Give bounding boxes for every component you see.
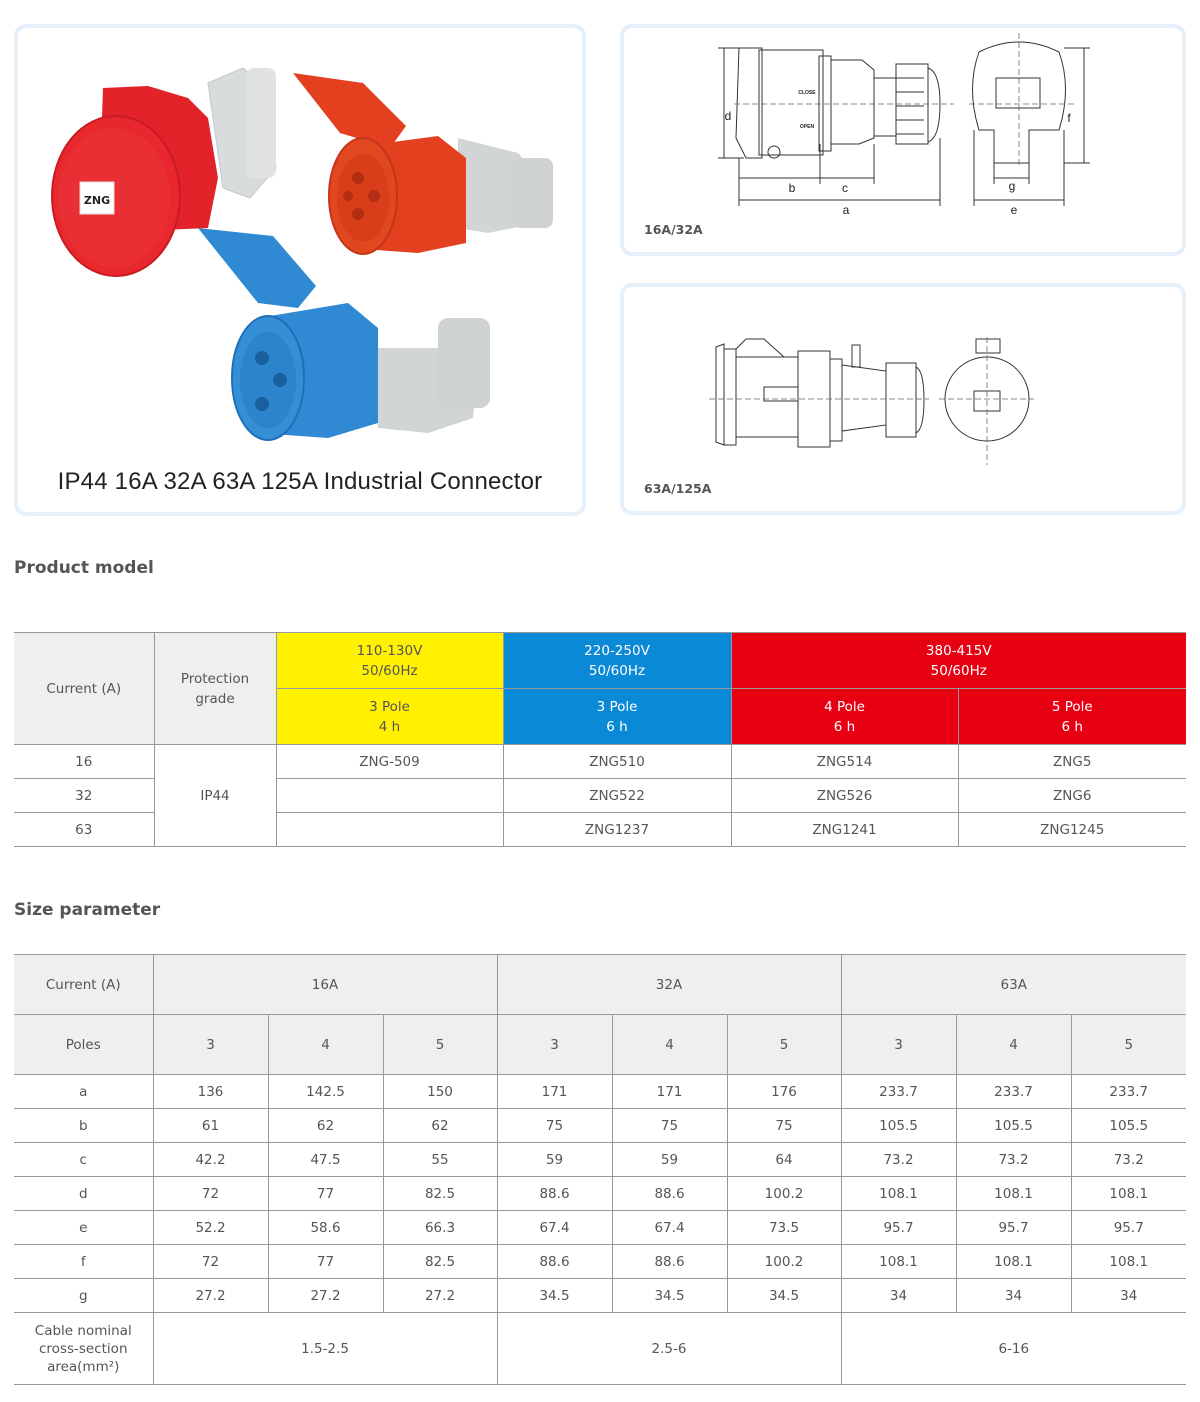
size-value-cell: 75 bbox=[727, 1109, 841, 1143]
product-model-table bbox=[14, 632, 1186, 847]
cable-value-cell: 2.5-6 bbox=[497, 1313, 841, 1385]
size-value-cell: 73.2 bbox=[956, 1143, 1071, 1177]
size-parameter-table bbox=[14, 954, 1186, 1385]
pole-380-5-count: 5 Pole bbox=[1051, 698, 1093, 715]
size-value-cell: 176 bbox=[727, 1075, 841, 1109]
size-value-cell: 75 bbox=[497, 1109, 612, 1143]
size-value-cell: 62 bbox=[268, 1109, 383, 1143]
size-value-cell: 34.5 bbox=[497, 1279, 612, 1313]
cable-label-line: Cable nominal bbox=[34, 1322, 132, 1339]
table-row bbox=[14, 1143, 1186, 1177]
header-current: Current (A) bbox=[14, 955, 153, 1015]
size-value-cell: 136 bbox=[153, 1075, 268, 1109]
row-label: g bbox=[14, 1279, 153, 1313]
pole-220-count: 3 Pole bbox=[596, 698, 638, 715]
size-value-cell: 62 bbox=[383, 1109, 497, 1143]
header-protection-grade bbox=[154, 633, 276, 745]
cell-model: ZNG6 bbox=[958, 779, 1186, 813]
size-value-cell: 171 bbox=[497, 1075, 612, 1109]
drawing-label-16a-32a: 16A/32A bbox=[644, 222, 703, 237]
size-value-cell: 73.2 bbox=[841, 1143, 956, 1177]
cell-model bbox=[276, 813, 503, 847]
pole-380-4-count: 4 Pole bbox=[824, 698, 865, 715]
voltage-110-range: 110-130V bbox=[356, 642, 423, 659]
size-value-cell: 72 bbox=[153, 1245, 268, 1279]
row-label: a bbox=[14, 1075, 153, 1109]
size-value-cell: 75 bbox=[612, 1109, 727, 1143]
cell-model: ZNG526 bbox=[731, 779, 958, 813]
cable-label bbox=[14, 1313, 153, 1385]
size-value-cell: 108.1 bbox=[1071, 1177, 1186, 1211]
red-connector-image bbox=[293, 73, 553, 254]
size-value-cell: 34 bbox=[956, 1279, 1071, 1313]
table-row bbox=[14, 1245, 1186, 1279]
header-poles: Poles bbox=[14, 1015, 153, 1075]
size-value-cell: 105.5 bbox=[841, 1109, 956, 1143]
cell-model bbox=[276, 779, 503, 813]
size-header-poles-row bbox=[14, 1015, 1186, 1075]
cell-model: ZNG522 bbox=[503, 779, 731, 813]
dim-label-b: b bbox=[788, 181, 796, 195]
size-value-cell: 100.2 bbox=[727, 1245, 841, 1279]
zng-logo: ZNG bbox=[83, 194, 111, 207]
product-caption: IP44 16A 32A 63A 125A Industrial Connector bbox=[57, 468, 543, 495]
drawing-label-63a-125a: 63A/125A bbox=[644, 481, 712, 496]
size-value-cell: 95.7 bbox=[956, 1211, 1071, 1245]
voltage-220-freq: 50/60Hz bbox=[588, 662, 646, 679]
size-value-cell: 100.2 bbox=[727, 1177, 841, 1211]
product-photo-card bbox=[14, 24, 586, 516]
size-value-cell: 233.7 bbox=[841, 1075, 956, 1109]
size-value-cell: 47.5 bbox=[268, 1143, 383, 1177]
table-row bbox=[14, 1279, 1186, 1313]
technical-drawing-side-front bbox=[624, 28, 1182, 252]
size-value-cell: 61 bbox=[153, 1109, 268, 1143]
cable-label-line: area(mm²) bbox=[47, 1358, 120, 1375]
dimension-drawing-63a-125a bbox=[620, 283, 1186, 515]
header-pole-count: 4 bbox=[612, 1015, 727, 1075]
size-value-cell: 88.6 bbox=[497, 1177, 612, 1211]
cell-model: ZNG510 bbox=[503, 745, 731, 779]
header-pole-count: 4 bbox=[956, 1015, 1071, 1075]
cell-protection: IP44 bbox=[154, 745, 276, 847]
voltage-220-range: 220-250V bbox=[584, 642, 650, 659]
size-value-cell: 34.5 bbox=[727, 1279, 841, 1313]
pole-110-h: 4 h bbox=[378, 718, 401, 735]
dim-label-e: e bbox=[1010, 203, 1018, 217]
table-row bbox=[14, 745, 1186, 779]
size-value-cell: 95.7 bbox=[1071, 1211, 1186, 1245]
cell-current: 32 bbox=[14, 779, 154, 813]
cable-section-row bbox=[14, 1313, 1186, 1385]
cell-model: ZNG5 bbox=[958, 745, 1186, 779]
header-current: Current (A) bbox=[14, 633, 154, 745]
header-voltage-220 bbox=[503, 633, 731, 689]
dim-label-g: g bbox=[1008, 179, 1016, 193]
table-row bbox=[14, 1177, 1186, 1211]
table-row bbox=[14, 1211, 1186, 1245]
size-value-cell: 77 bbox=[268, 1245, 383, 1279]
header-pole-count: 5 bbox=[383, 1015, 497, 1075]
size-value-cell: 77 bbox=[268, 1177, 383, 1211]
size-value-cell: 66.3 bbox=[383, 1211, 497, 1245]
size-header-current-row bbox=[14, 955, 1186, 1015]
size-value-cell: 233.7 bbox=[956, 1075, 1071, 1109]
size-value-cell: 34 bbox=[841, 1279, 956, 1313]
header-pole-count: 3 bbox=[153, 1015, 268, 1075]
cell-model: ZNG1241 bbox=[731, 813, 958, 847]
size-value-cell: 82.5 bbox=[383, 1245, 497, 1279]
header-pole-count: 3 bbox=[841, 1015, 956, 1075]
cell-model: ZNG514 bbox=[731, 745, 958, 779]
size-value-cell: 108.1 bbox=[1071, 1245, 1186, 1279]
size-value-cell: 64 bbox=[727, 1143, 841, 1177]
dim-label-c: c bbox=[842, 181, 848, 195]
header-current-group: 63A bbox=[841, 955, 1186, 1015]
dimension-drawing-16a-32a bbox=[620, 24, 1186, 256]
dim-label-a: a bbox=[842, 203, 850, 217]
size-value-cell: 105.5 bbox=[1071, 1109, 1186, 1143]
header-pole-count: 3 bbox=[497, 1015, 612, 1075]
size-value-cell: 55 bbox=[383, 1143, 497, 1177]
size-value-cell: 27.2 bbox=[268, 1279, 383, 1313]
size-value-cell: 142.5 bbox=[268, 1075, 383, 1109]
size-value-cell: 59 bbox=[612, 1143, 727, 1177]
size-value-cell: 67.4 bbox=[612, 1211, 727, 1245]
size-value-cell: 88.6 bbox=[497, 1245, 612, 1279]
header-pole-220 bbox=[503, 689, 731, 745]
header-protection-text: Protection grade bbox=[180, 670, 250, 707]
pole-110-count: 3 Pole bbox=[369, 698, 410, 715]
header-pole-count: 5 bbox=[1071, 1015, 1186, 1075]
section-title-size-parameter: Size parameter bbox=[14, 900, 161, 920]
header-current-group: 16A bbox=[153, 955, 497, 1015]
size-value-cell: 171 bbox=[612, 1075, 727, 1109]
size-value-cell: 27.2 bbox=[153, 1279, 268, 1313]
blue-connector-image bbox=[198, 228, 490, 440]
row-label: f bbox=[14, 1245, 153, 1279]
cable-value-cell: 6-16 bbox=[841, 1313, 1186, 1385]
header-pole-count: 4 bbox=[268, 1015, 383, 1075]
connector-product-photo bbox=[18, 28, 582, 458]
row-label: e bbox=[14, 1211, 153, 1245]
cable-label-line: cross-section bbox=[39, 1340, 128, 1357]
header-pole-count: 5 bbox=[727, 1015, 841, 1075]
size-value-cell: 58.6 bbox=[268, 1211, 383, 1245]
size-value-cell: 72 bbox=[153, 1177, 268, 1211]
size-value-cell: 108.1 bbox=[841, 1245, 956, 1279]
voltage-110-freq: 50/60Hz bbox=[361, 662, 418, 679]
size-value-cell: 52.2 bbox=[153, 1211, 268, 1245]
size-value-cell: 34 bbox=[1071, 1279, 1186, 1313]
size-value-cell: 105.5 bbox=[956, 1109, 1071, 1143]
size-value-cell: 150 bbox=[383, 1075, 497, 1109]
size-value-cell: 108.1 bbox=[841, 1177, 956, 1211]
cell-current: 16 bbox=[14, 745, 154, 779]
cell-model: ZNG1237 bbox=[503, 813, 731, 847]
header-voltage-380 bbox=[731, 633, 1186, 689]
dim-label-f: f bbox=[1067, 111, 1071, 125]
row-label: c bbox=[14, 1143, 153, 1177]
cell-model: ZNG-509 bbox=[276, 745, 503, 779]
size-value-cell: 88.6 bbox=[612, 1177, 727, 1211]
section-title-product-model: Product model bbox=[14, 558, 154, 578]
header-pole-380-4 bbox=[731, 689, 958, 745]
table-row bbox=[14, 1109, 1186, 1143]
header-voltage-110 bbox=[276, 633, 503, 689]
size-value-cell: 67.4 bbox=[497, 1211, 612, 1245]
row-label: d bbox=[14, 1177, 153, 1211]
voltage-380-freq: 50/60Hz bbox=[930, 662, 987, 679]
pole-380-5-h: 6 h bbox=[1061, 718, 1083, 735]
size-value-cell: 95.7 bbox=[841, 1211, 956, 1245]
cable-value-cell: 1.5-2.5 bbox=[153, 1313, 497, 1385]
size-value-cell: 108.1 bbox=[956, 1177, 1071, 1211]
open-label: OPEN bbox=[799, 124, 815, 130]
size-value-cell: 233.7 bbox=[1071, 1075, 1186, 1109]
table-row bbox=[14, 1075, 1186, 1109]
size-value-cell: 73.2 bbox=[1071, 1143, 1186, 1177]
size-value-cell: 88.6 bbox=[612, 1245, 727, 1279]
size-value-cell: 82.5 bbox=[383, 1177, 497, 1211]
cell-current: 63 bbox=[14, 813, 154, 847]
row-label: b bbox=[14, 1109, 153, 1143]
cell-model: ZNG1245 bbox=[958, 813, 1186, 847]
size-value-cell: 59 bbox=[497, 1143, 612, 1177]
size-value-cell: 34.5 bbox=[612, 1279, 727, 1313]
size-value-cell: 42.2 bbox=[153, 1143, 268, 1177]
technical-drawing-large bbox=[624, 287, 1182, 511]
size-value-cell: 108.1 bbox=[956, 1245, 1071, 1279]
size-value-cell: 27.2 bbox=[383, 1279, 497, 1313]
pole-220-h: 6 h bbox=[606, 718, 628, 735]
size-value-cell: 73.5 bbox=[727, 1211, 841, 1245]
header-pole-110 bbox=[276, 689, 503, 745]
dim-label-d: d bbox=[724, 109, 732, 123]
header-current-group: 32A bbox=[497, 955, 841, 1015]
close-label: CLOSE bbox=[798, 90, 816, 96]
header-pole-380-5 bbox=[958, 689, 1186, 745]
voltage-380-range: 380-415V bbox=[925, 642, 992, 659]
pole-380-4-h: 6 h bbox=[833, 718, 856, 735]
